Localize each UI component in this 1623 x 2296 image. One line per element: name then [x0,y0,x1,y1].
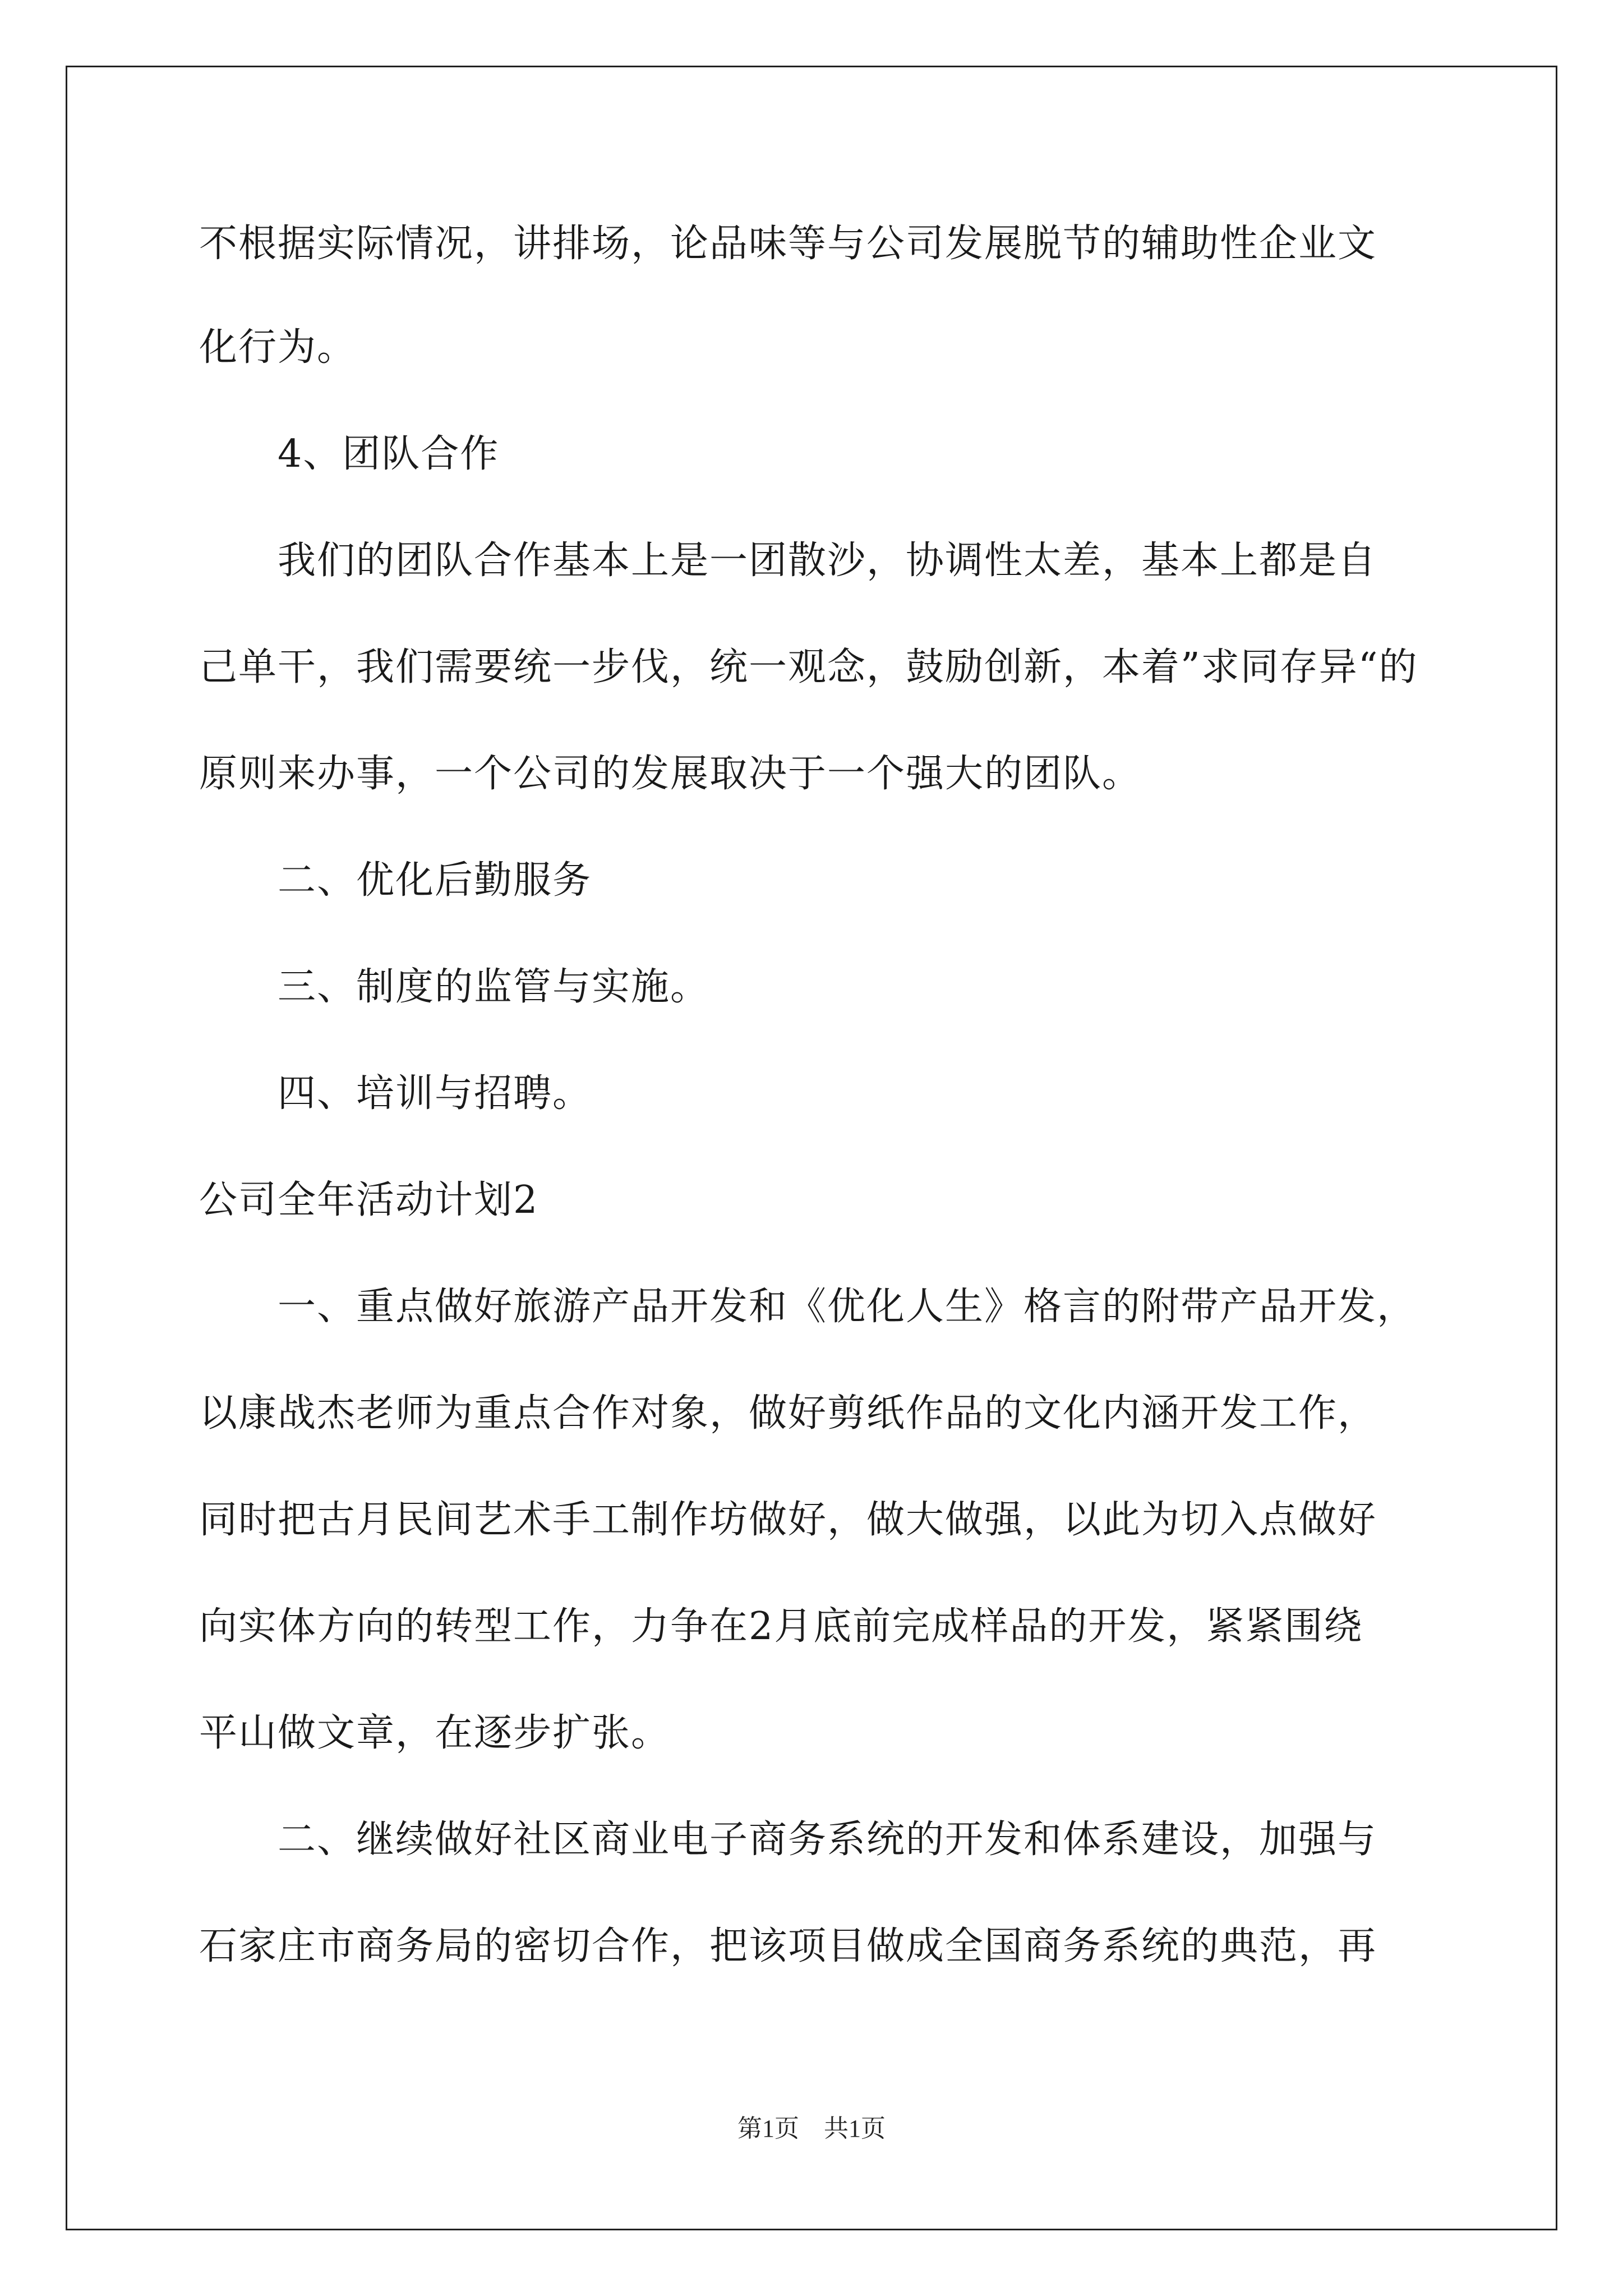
text-line-14: 向实体方向的转型工作，力争在2月底前完成样品的开发，紧紧围绕 [199,1604,1363,1649]
page-footer: 第1页 共1页 [737,2115,886,2142]
text-line-11: 一、重点做好旅游产品开发和《优化人生》格言的附带产品开发， [278,1285,1417,1329]
document-subtitle: 公司全年活动计划2 [199,1178,539,1222]
text-line-16: 二、继续做好社区商业电子商务系统的开发和体系建设，加强与 [278,1818,1377,1862]
text-line-1: 不根据实际情况，讲排场，论品味等与公司发展脱节的辅助性企业文 [199,222,1377,266]
text-line-2: 化行为。 [199,325,357,370]
text-line-15: 平山做文章，在逐步扩张。 [199,1711,671,1755]
text-line-12: 以康战杰老师为重点合作对象，做好剪纸作品的文化内涵开发工作， [199,1391,1377,1435]
page-border [66,66,1557,2230]
text-line-5: 己单干，我们需要统一步伐，统一观念，鼓励创新，本着”求同存异“的 [199,645,1418,689]
section-heading-logistics: 二、优化后勤服务 [278,858,592,903]
text-line-13: 同时把古月民间艺术手工制作坊做好，做大做强，以此为切入点做好 [199,1498,1377,1542]
text-line-4: 我们的团队合作基本上是一团散沙，协调性太差，基本上都是自 [278,539,1377,583]
text-line-6: 原则来办事，一个公司的发展取决于一个强大的团队。 [199,752,1142,796]
section-heading-training: 四、培训与招聘。 [278,1071,592,1116]
section-heading-team-cooperation: 4、团队合作 [278,432,500,476]
section-heading-supervision: 三、制度的监管与实施。 [278,965,710,1009]
text-line-17: 石家庄市商务局的密切合作，把该项目做成全国商务系统的典范，再 [199,1924,1377,1968]
